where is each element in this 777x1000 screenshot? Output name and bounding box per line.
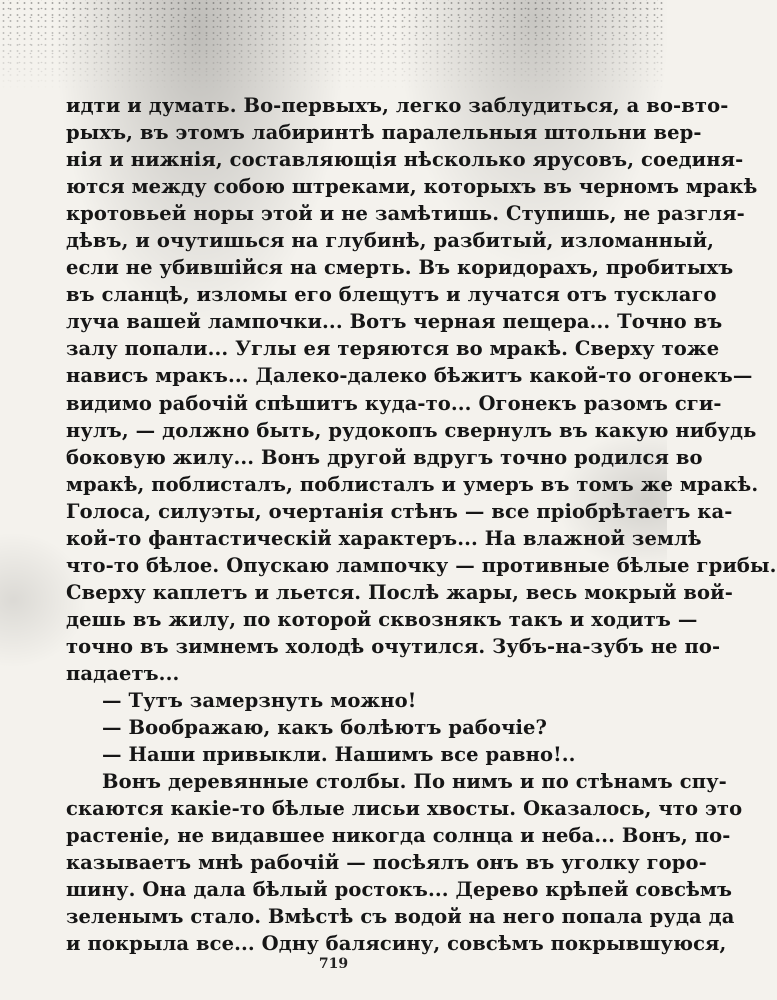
text-line: зеленымъ стало. Вмѣстѣ съ водой на него попала руда да	[66, 905, 735, 929]
text-line: нависъ мракъ... Далеко-далеко бѣжитъ какой-то огонекъ—	[66, 364, 753, 388]
text-line: казываетъ мнѣ рабочій — посѣялъ онъ въ уголку горо-	[66, 851, 707, 875]
dialogue-line: — Тутъ замерзнуть можно!	[102, 689, 417, 713]
dialogue-line: — Воображаю, какъ болѣютъ рабочіе?	[102, 716, 547, 740]
text-line: дѣвъ, и очутишься на глубинѣ, разбитый, изломанный,	[66, 229, 715, 253]
text-line: идти и думать. Во-первыхъ, легко заблудиться, а во-вто-	[66, 94, 729, 117]
text-line: луча вашей лампочки... Вотъ черная пещера... Точно въ	[66, 310, 723, 334]
page-number: 719	[318, 956, 349, 972]
text-line: дешь въ жилу, по которой сквознякъ такъ и ходитъ —	[66, 607, 698, 631]
body-text	[66, 92, 777, 958]
text-line: мракѣ, поблисталъ, поблисталъ и умеръ въ томъ же мракѣ.	[66, 472, 759, 496]
text-line: видимо рабочій спѣшитъ куда-то... Огонекъ разомъ сги-	[66, 391, 722, 415]
text-line: Голоса, силуэты, очертанія стѣнъ — все пріобрѣтаетъ ка-	[66, 499, 733, 523]
text-line: кой-то фантастическій характеръ... На влажной землѣ	[66, 526, 702, 550]
text-line: Сверху каплетъ и льется. Послѣ жары, весь мокрый вой-	[66, 580, 733, 604]
scan-noise	[0, 0, 667, 90]
text-line: если не убившійся на смерть. Въ коридорахъ, пробитыхъ	[66, 256, 734, 280]
text-line: падаетъ...	[66, 661, 180, 685]
dialogue-line: — Наши привыкли. Нашимъ все равно!..	[102, 743, 576, 767]
text-line: скаются какіе-то бѣлые лисьи хвосты. Оказалось, что это	[66, 797, 743, 821]
text-line: залу попали... Углы ея теряются во мракѣ. Сверху тоже	[66, 337, 720, 361]
text-line: шину. Она дала бѣлый ростокъ... Дерево крѣпей совсѣмъ	[66, 878, 733, 902]
text-line: что-то бѣлое. Опускаю лампочку — противные бѣлые грибы.	[66, 553, 777, 577]
text-line: боковую жилу... Вонъ другой вдругъ точно родился во	[66, 445, 703, 469]
text-line: и покрыла все... Одну балясину, совсѣмъ покрывшуюся,	[66, 932, 727, 956]
text-line: ются между собою штреками, которыхъ въ черномъ мракѣ	[66, 175, 758, 199]
text-line: нія и нижнія, составляющія нѣсколько ярусовъ, соединя-	[66, 148, 744, 172]
text-line: растеніе, не видавшее никогда солнца и неба... Вонъ, по-	[66, 824, 731, 848]
text-line: нулъ, — должно быть, рудокопъ свернулъ въ какую нибудь	[66, 418, 757, 442]
text-line: кротовьей норы этой и не замѣтишь. Ступишь, не разгля-	[66, 202, 745, 226]
text-line: рыхъ, въ этомъ лабиринтѣ паралельныя штольни вер-	[66, 121, 702, 145]
text-line: точно въ зимнемъ холодѣ очутился. Зубъ-на-зубъ не по-	[66, 634, 721, 658]
text-line: въ сланцѣ, изломы его блещутъ и лучатся отъ тусклаго	[66, 283, 717, 307]
paragraph-start-line: Вонъ деревянные столбы. По нимъ и по стѣнамъ спу-	[102, 770, 727, 794]
